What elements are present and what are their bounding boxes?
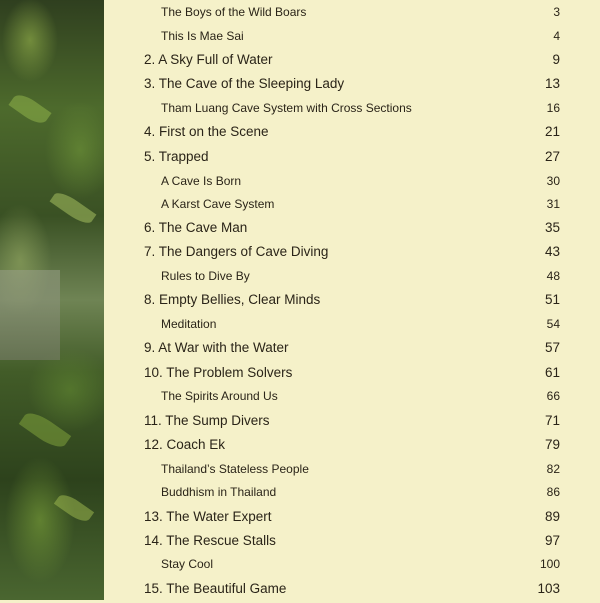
toc-entry-title: The Boys of the Wild Boars [161,5,307,19]
toc-entry-title: A Cave Is Born [161,174,242,188]
toc-entry-page: 16 [546,101,560,115]
toc-entry-page: 103 [537,581,560,596]
toc-entry[interactable] [144,317,560,339]
toc-entry-title: Thailand’s Stateless People [161,462,309,476]
photo-foliage [19,407,71,452]
toc-entry-page: 66 [546,389,560,403]
toc-entry-page: 27 [544,149,560,164]
toc-entry-title: 13. The Water Expert [144,509,272,524]
toc-entry-page: 57 [544,340,560,355]
toc-entry-page: 71 [544,413,560,428]
toc-entry-page: 82 [546,462,560,476]
toc-entry-title: Meditation [161,317,217,331]
toc-entry[interactable] [144,462,560,484]
toc-entry-title: Stay Cool [161,557,214,571]
toc-entry[interactable] [144,5,560,27]
toc-entry-page: 54 [546,317,560,331]
toc-entry-title: 6. The Cave Man [144,220,248,235]
toc-entry[interactable] [144,174,560,196]
toc-entry-page: 97 [544,533,560,548]
toc-entry[interactable] [144,533,560,555]
toc-entry[interactable] [144,244,560,266]
toc-entry-title: 14. The Rescue Stalls [144,533,276,548]
toc-entry-title: The Spirits Around Us [161,389,278,403]
toc-entry-page: 89 [544,509,560,524]
toc-entry-page: 31 [546,197,560,211]
toc-entry-title: 12. Coach Ek [144,437,226,452]
toc-entry-page: 30 [546,174,560,188]
toc-entry-page: 9 [552,52,560,67]
toc-entry[interactable] [144,485,560,507]
toc-entry[interactable] [144,413,560,435]
jungle-photo [0,0,104,600]
toc-entry-title: 10. The Problem Solvers [144,365,293,380]
toc-entry[interactable] [144,101,560,123]
toc-entry-title: 15. The Beautiful Game [144,581,287,596]
toc-entry-page: 86 [546,485,560,499]
toc-entry[interactable] [144,365,560,387]
toc-entry[interactable] [144,149,560,171]
toc-entry-title: 3. The Cave of the Sleeping Lady [144,76,345,91]
toc-entry[interactable] [144,389,560,411]
toc-entry-page: 100 [539,557,560,571]
toc-entry-page: 43 [544,244,560,259]
toc-entry-page: 79 [544,437,560,452]
toc-entry-page: 4 [553,29,560,43]
photo-stone-structure [0,270,60,360]
toc-entry-page: 13 [544,76,560,91]
toc-entry-title: Tham Luang Cave System with Cross Sections [161,101,412,115]
toc-entry[interactable] [144,557,560,579]
toc-entry-title: 8. Empty Bellies, Clear Minds [144,292,321,307]
toc-entry-title: 2. A Sky Full of Water [144,52,273,67]
toc-entry[interactable] [144,220,560,242]
toc-entry-page: 51 [544,292,560,307]
toc-entry[interactable] [144,76,560,98]
toc-entry[interactable] [144,124,560,146]
toc-entry[interactable] [144,29,560,51]
toc-entry-title: Buddhism in Thailand [161,485,277,499]
toc-entry-title: This Is Mae Sai [161,29,244,43]
toc-entry[interactable] [144,437,560,459]
toc-entry-title: 4. First on the Scene [144,124,269,139]
toc-entry[interactable] [144,340,560,362]
toc-entry-title: 7. The Dangers of Cave Diving [144,244,329,259]
toc-entry[interactable] [144,292,560,314]
toc-entry[interactable] [144,509,560,531]
toc-entry-page: 3 [553,5,560,19]
toc-entry[interactable] [144,269,560,291]
photo-foliage [50,188,97,227]
toc-entry-page: 48 [546,269,560,283]
toc-entry-page: 35 [544,220,560,235]
toc-entry-page: 61 [544,365,560,380]
toc-entry-title: Rules to Dive By [161,269,250,283]
toc-entry-title: A Karst Cave System [161,197,275,211]
table-of-contents [104,0,600,600]
toc-entry[interactable] [144,52,560,74]
toc-entry-title: 11. The Sump Divers [144,413,270,428]
toc-entry-page: 21 [544,124,560,139]
toc-entry-title: 9. At War with the Water [144,340,289,355]
photo-foliage [8,90,51,128]
toc-entry-title: 5. Trapped [144,149,209,164]
photo-foliage [54,491,94,526]
toc-entry[interactable] [144,197,560,219]
